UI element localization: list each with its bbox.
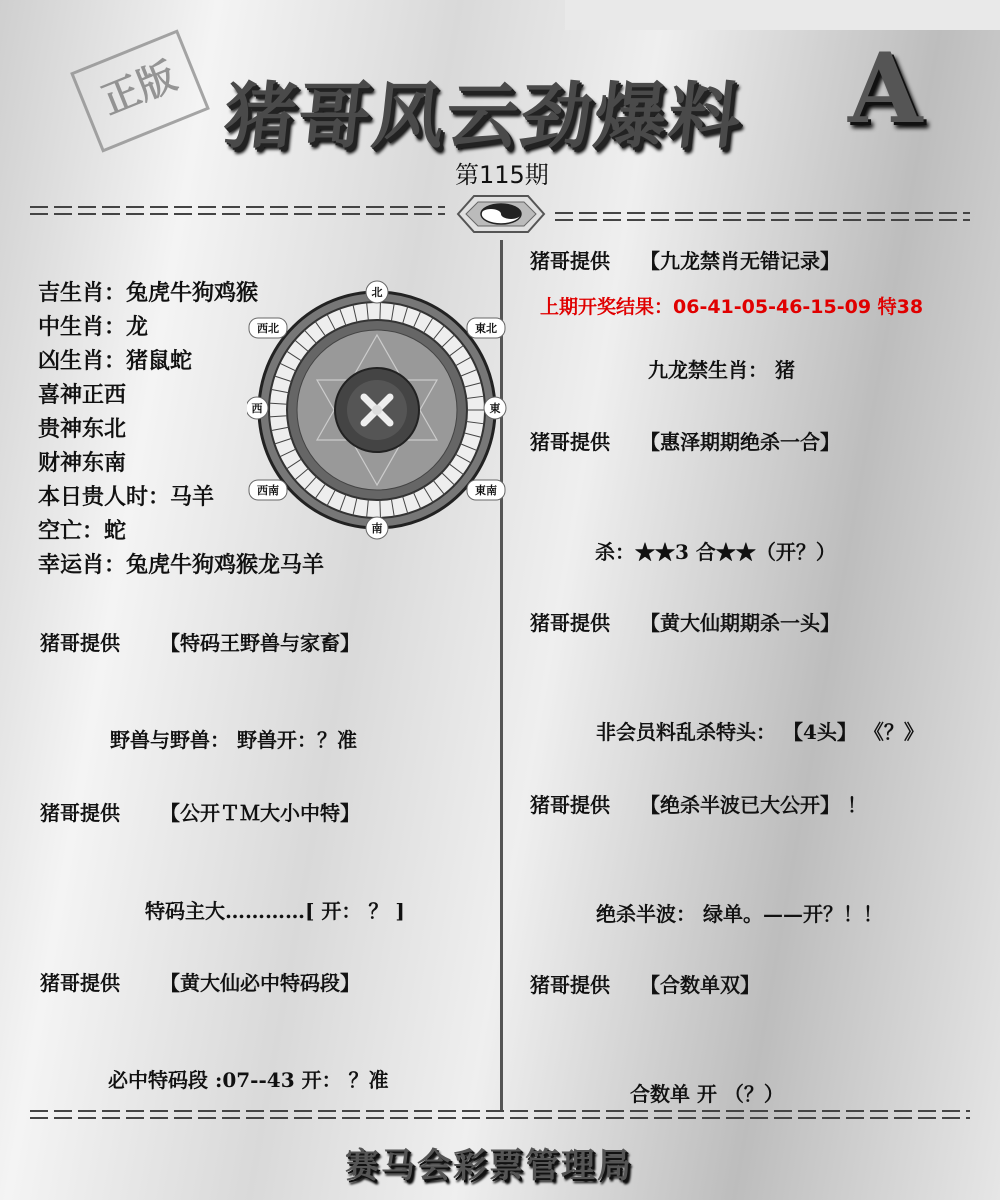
- section-provider: 猪哥提供: [40, 971, 120, 995]
- section-provider: 猪哥提供: [530, 611, 610, 635]
- grade-letter: A: [848, 32, 923, 145]
- page-title: 猪哥风云劲爆料: [219, 74, 747, 158]
- section-provider: 猪哥提供: [530, 430, 610, 454]
- yin-yang-emblem: [452, 190, 550, 238]
- header-divider-left: [30, 206, 445, 216]
- compass-northeast: 東北: [475, 322, 497, 335]
- section-provider: 猪哥提供: [530, 793, 610, 817]
- noble-god-direction: 贵神东北: [38, 416, 127, 442]
- compass-north: 北: [371, 286, 383, 299]
- lucky-zodiac: 幸运肖：兔虎牛狗鸡猴龙马羊: [38, 552, 325, 578]
- compass-south: 南: [371, 522, 383, 535]
- neutral-zodiac: 中生肖：龙: [38, 314, 149, 340]
- footer-publisher: 赛马会彩票管理局: [345, 1146, 633, 1186]
- section-title: 【九龙禁肖无错记录】: [640, 249, 840, 273]
- issue-number: 第115期: [455, 161, 549, 189]
- compass-east: 東: [489, 402, 501, 415]
- section-content: 绝杀半波： 绿单。——开？！！: [596, 902, 883, 926]
- wealth-god-direction: 财神东南: [38, 450, 127, 476]
- section-content: 特码主大…………[ 开： ？ ]: [145, 899, 405, 923]
- section-title: 【公开ＴＭ大小中特】: [160, 801, 360, 825]
- compass-wheel: [247, 280, 507, 540]
- section-content: 必中特码段 :07--43 开： ？准: [108, 1068, 389, 1092]
- section-provider: 猪哥提供: [530, 973, 610, 997]
- section-content: 杀：★★3 合★★（开？）: [595, 540, 836, 564]
- noble-hour: 本日贵人时：马羊: [38, 484, 215, 510]
- section-title: 【合数单双】: [640, 973, 760, 997]
- header-divider-right: [555, 212, 970, 222]
- section-title: 【黄大仙期期杀一头】: [640, 611, 840, 635]
- last-draw-result: 上期开奖结果：06-41-05-46-15-09 特38: [540, 296, 924, 318]
- footer-divider: [30, 1110, 970, 1140]
- compass-southwest: 西南: [257, 484, 279, 497]
- section-content: 野兽与野兽： 野兽开：？准: [110, 728, 357, 752]
- void-zodiac: 空亡：蛇: [38, 518, 127, 544]
- section-content: 非会员料乱杀特头： 【4头】 《？》: [596, 720, 924, 744]
- section-provider: 猪哥提供: [530, 249, 610, 273]
- inauspicious-zodiac: 凶生肖：猪鼠蛇: [38, 348, 193, 374]
- compass-southeast: 東南: [475, 484, 497, 497]
- authentic-stamp: 正版: [70, 29, 210, 152]
- section-provider: 猪哥提供: [40, 801, 120, 825]
- section-title: 【绝杀半波已大公开】 ！: [640, 793, 867, 817]
- compass-west: 西: [251, 402, 263, 415]
- section-title: 【特码王野兽与家畜】: [160, 631, 360, 655]
- section-title: 【惠泽期期绝杀一合】: [640, 430, 840, 454]
- compass-northwest: 西北: [257, 322, 279, 335]
- section-title: 【黄大仙必中特码段】: [160, 971, 360, 995]
- section-content: 九龙禁生肖： 猪: [648, 358, 795, 382]
- compass-tick: [380, 500, 381, 518]
- joy-god-direction: 喜神正西: [38, 382, 127, 408]
- compass-tick: [380, 302, 381, 320]
- auspicious-zodiac: 吉生肖：兔虎牛狗鸡猴: [38, 280, 259, 306]
- section-provider: 猪哥提供: [40, 631, 120, 655]
- section-content: 合数单 开 （？）: [630, 1082, 784, 1106]
- top-band: [565, 0, 1000, 30]
